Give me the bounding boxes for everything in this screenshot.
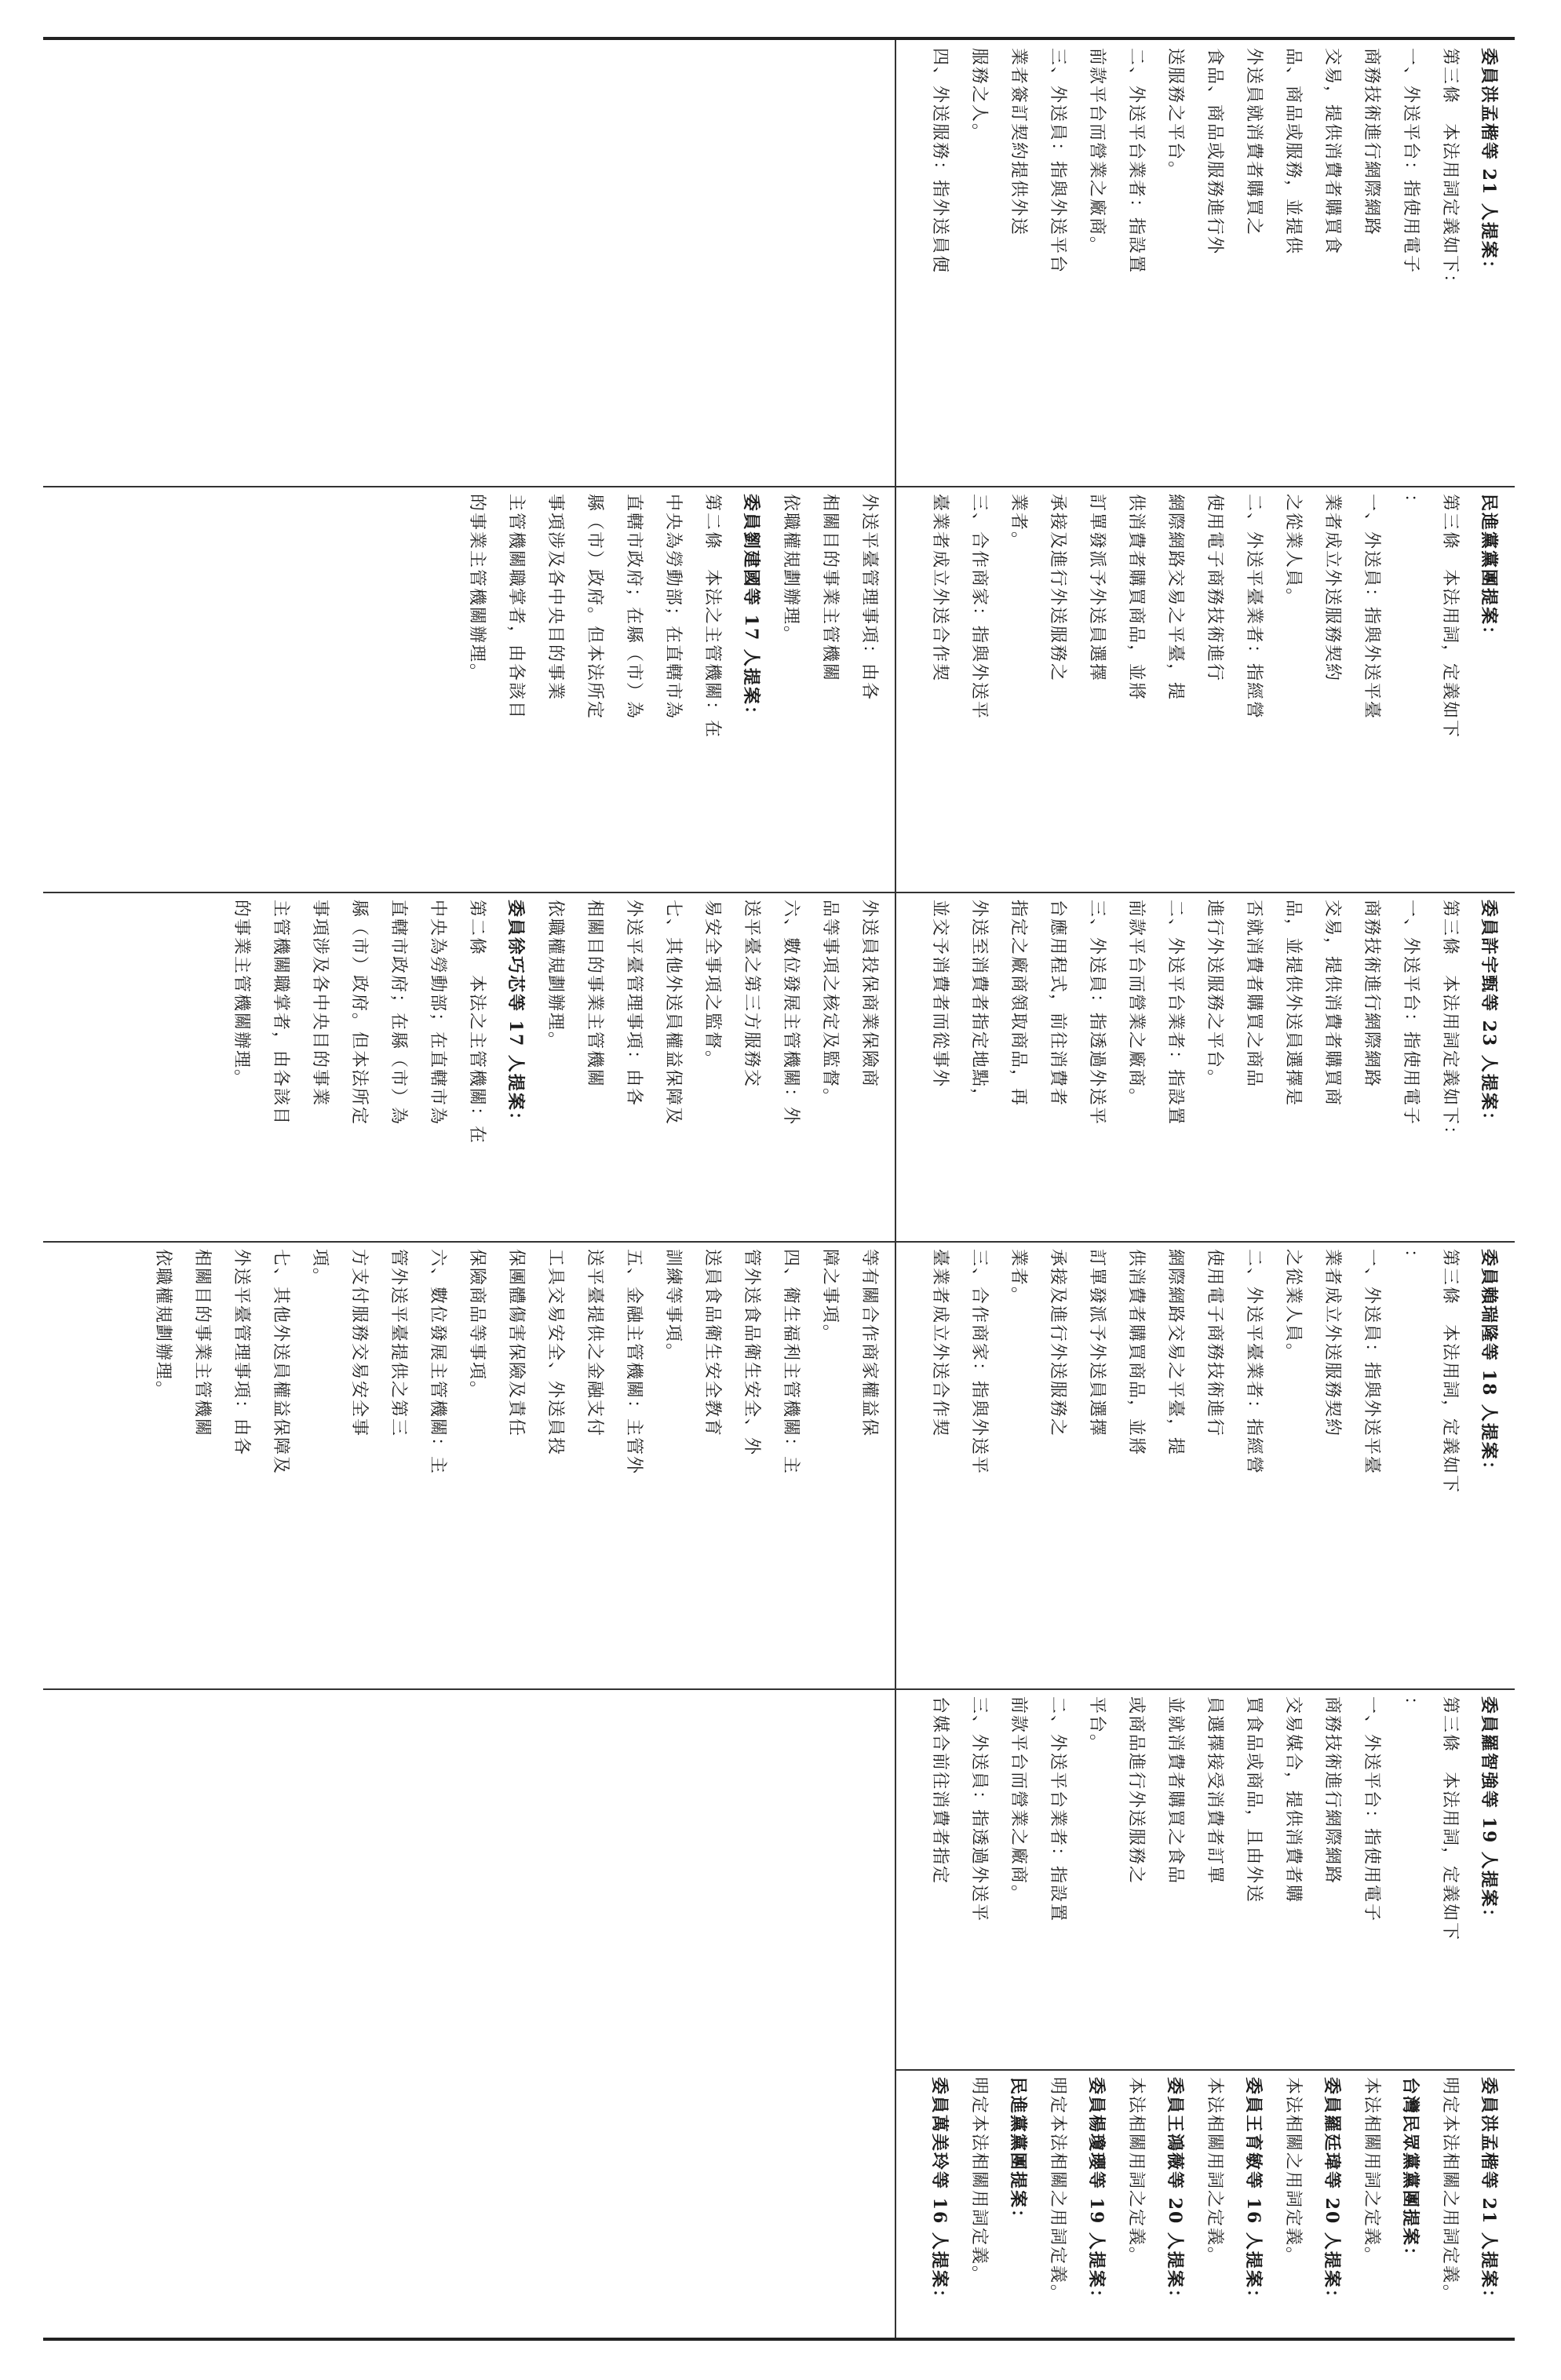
text-line: 三、外送員：指與外送平台 xyxy=(1048,48,1067,275)
text-line: 的事業主管機關辦理。 xyxy=(467,494,487,683)
text-line: 三、外送員：指透過外送平 xyxy=(969,1696,989,1923)
text-line: 主管機關職掌者，由各該目 xyxy=(506,494,526,721)
proposal-heading: 台灣民眾黨黨團提案： xyxy=(1400,2077,1421,2266)
text-line: 縣（市）政府。但本法所定 xyxy=(349,900,369,1126)
proposal-heading: 委員王鴻薇等 20 人提案： xyxy=(1165,2077,1185,2308)
text-line: 台應用程式，前往消費者 xyxy=(1048,900,1067,1108)
text-line: 中央為勞動部；在直轄市為 xyxy=(663,494,683,721)
text-line: 食品、商品或服務進行外 xyxy=(1205,48,1224,256)
text-line: 管外送平臺提供之第三 xyxy=(388,1249,408,1438)
text-line: 依職權規劃辦理。 xyxy=(781,494,801,645)
proposal-heading: 委員羅廷瑋等 20 人提案： xyxy=(1322,2077,1342,2308)
text-line: ： xyxy=(1401,494,1421,513)
text-line: 業者。 xyxy=(1008,1249,1028,1306)
text-line: 交易，提供消費者購買商 xyxy=(1322,900,1342,1108)
text-line: 一、外送員：指與外送平臺 xyxy=(1362,494,1381,721)
text-line: 指定之廠商領取商品，再 xyxy=(1008,900,1028,1108)
text-line: 第三條 本法用詞，定義如下 xyxy=(1440,1249,1460,1495)
text-line: 明定本法相關用詞定義。 xyxy=(969,2077,989,2285)
text-line: 送平臺之第三方服務交 xyxy=(742,900,761,1089)
text-line: 承接及進行外送服務之 xyxy=(1048,494,1067,683)
text-line: 員選擇接受消費者訂單 xyxy=(1205,1696,1224,1885)
right-cell-3 xyxy=(895,1238,1515,1685)
text-line: 第二條 本法之主管機關：在 xyxy=(702,494,722,739)
text-line: 外送平臺管理事項：由各 xyxy=(859,494,879,702)
proposal-heading: 委員賴瑞隆等 18 人提案： xyxy=(1479,1249,1499,1480)
text-line: 方支付服務交易安全事 xyxy=(349,1249,369,1438)
right-cell-1 xyxy=(895,483,1515,889)
text-line: 業者。 xyxy=(1008,494,1028,551)
text-line: 項。 xyxy=(310,1249,330,1287)
proposal-heading: 民進黨黨團提案： xyxy=(1008,2077,1028,2229)
text-line: 本法相關之用詞定義。 xyxy=(1283,2077,1303,2266)
text-line: 台媒合前往消費者指定 xyxy=(930,1696,950,1885)
text-line: 業者簽訂契約提供外送 xyxy=(1008,48,1028,237)
text-line: 訓練等事項。 xyxy=(663,1249,683,1363)
text-line: 工具交易安全、外送員投 xyxy=(545,1249,565,1457)
text-line: 二、外送平台業者：指設置 xyxy=(1165,900,1185,1126)
text-line: 一、外送平台：指使用電子 xyxy=(1401,900,1421,1126)
proposal-heading: 委員王育敏等 16 人提案： xyxy=(1243,2077,1264,2308)
text-line: 使用電子商務技術進行 xyxy=(1205,494,1224,683)
proposal-heading: 委員羅智強等 19 人提案： xyxy=(1479,1696,1499,1927)
text-line: 的事業主管機關辦理。 xyxy=(232,900,251,1089)
text-line: 交易，提供消費者購買食 xyxy=(1322,48,1342,256)
text-line: 臺業者成立外送合作契 xyxy=(930,494,950,683)
text-line: 訂單發派予外送員選擇 xyxy=(1087,494,1107,683)
text-line: 七、其他外送員權益保障及 xyxy=(663,900,683,1126)
text-line: 使用電子商務技術進行 xyxy=(1205,1249,1224,1438)
text-line: 第三條 本法用詞定義如下： xyxy=(1440,900,1460,1145)
text-line: 三、外送員：指透過外送平 xyxy=(1087,900,1107,1126)
text-line: 供消費者購買商品，並將 xyxy=(1126,1249,1146,1457)
text-line: 第三條 本法用詞，定義如下 xyxy=(1440,1696,1460,1942)
text-line: 或商品進行外送服務之 xyxy=(1126,1696,1146,1885)
text-line: 一、外送員：指與外送平臺 xyxy=(1362,1249,1381,1476)
text-line: 本法相關用詞之定義。 xyxy=(1205,2077,1224,2266)
text-line: 送平臺提供之金融支付 xyxy=(585,1249,604,1438)
text-line: 第三條 本法用詞，定義如下 xyxy=(1440,494,1460,739)
text-line: 供消費者購買商品，並將 xyxy=(1126,494,1146,702)
text-line: 第二條 本法之主管機關：在 xyxy=(467,900,487,1145)
text-line: 進行外送服務之平台。 xyxy=(1205,900,1224,1089)
text-line: ： xyxy=(1401,1696,1421,1716)
left-cell-0 xyxy=(43,37,895,483)
text-line: 網際網路交易之平臺，提 xyxy=(1165,494,1185,702)
text-line: 商務技術進行網際網路 xyxy=(1362,48,1381,237)
text-line: 等有關合作商家權益保 xyxy=(859,1249,879,1438)
text-line: 商務技術進行網際網路 xyxy=(1322,1696,1342,1885)
text-line: 六、數位發展主管機關：主 xyxy=(428,1249,447,1476)
text-line: 之從業人員。 xyxy=(1283,1249,1303,1363)
text-line: 明定本法相關之用詞定義。 xyxy=(1048,2077,1067,2304)
text-line: 前款平台而營業之廠商。 xyxy=(1126,900,1146,1108)
left-cell-2 xyxy=(43,889,895,1238)
text-line: 六、數位發展主管機關：外 xyxy=(781,900,801,1126)
text-line: 平台。 xyxy=(1087,1696,1107,1754)
text-line: 之從業人員。 xyxy=(1283,494,1303,608)
text-line: 否就消費者購買之商品 xyxy=(1244,900,1264,1089)
text-line: 二、外送平臺業者：指經營 xyxy=(1244,1249,1264,1476)
right-cell-5 xyxy=(895,2066,1515,2341)
text-line: 第三條 本法用詞定義如下： xyxy=(1440,48,1460,294)
proposal-heading: 委員楊瓊瓔等 19 人提案： xyxy=(1086,2077,1107,2308)
text-line: 七、其他外送員權益保障及 xyxy=(271,1249,290,1476)
text-line: 相關目的事業主管機關 xyxy=(585,900,604,1089)
right-cell-4 xyxy=(895,1685,1515,2066)
text-line: 外送平臺管理事項：由各 xyxy=(624,900,644,1108)
text-line: 外送平臺管理事項：由各 xyxy=(232,1249,251,1457)
text-line: 保險商品等事項。 xyxy=(467,1249,487,1400)
proposal-heading: 委員許宇甄等 23 人提案： xyxy=(1479,900,1499,1130)
text-line: 臺業者成立外送合作契 xyxy=(930,1249,950,1438)
text-line: 外送員就消費者購買之 xyxy=(1244,48,1264,237)
text-line: 品等事項之核定及監督。 xyxy=(820,900,840,1108)
text-line: 服務之人。 xyxy=(969,48,989,143)
text-line: 送服務之平台。 xyxy=(1165,48,1185,181)
text-line: 品、商品或服務，並提供 xyxy=(1283,48,1303,256)
text-line: 易安全事項之監督。 xyxy=(702,900,722,1070)
text-line: 二、外送平台業者：指設置 xyxy=(1048,1696,1067,1923)
text-line: 障之事項。 xyxy=(820,1249,840,1344)
text-line: 主管機關職掌者，由各該目 xyxy=(271,900,290,1126)
text-line: ： xyxy=(1401,1249,1421,1268)
proposal-heading: 委員劉建國等 17 人提案： xyxy=(741,494,761,725)
proposal-heading: 委員洪孟楷等 21 人提案： xyxy=(1479,2077,1499,2308)
text-line: 二、外送平台業者：指設置 xyxy=(1126,48,1146,275)
text-line: 三、合作商家：指與外送平 xyxy=(969,1249,989,1476)
text-line: 並就消費者購買之食品 xyxy=(1165,1696,1185,1885)
text-line: 前款平台而營業之廠商。 xyxy=(1008,1696,1028,1904)
text-line: 相關目的事業主管機關 xyxy=(192,1249,212,1438)
text-line: 依職權規劃辦理。 xyxy=(545,900,565,1051)
text-line: 四、衛生福利主管機關：主 xyxy=(781,1249,801,1476)
text-line: 保團體傷害保險及責任 xyxy=(506,1249,526,1438)
left-cell-3 xyxy=(43,1238,895,1685)
text-line: 相關目的事業主管機關 xyxy=(820,494,840,683)
text-line: 依職權規劃辦理。 xyxy=(153,1249,173,1400)
text-line: 業者成立外送服務契約 xyxy=(1322,1249,1342,1438)
text-line: 並交予消費者而從事外 xyxy=(930,900,950,1089)
text-line: 事項涉及各中央目的事業 xyxy=(310,900,330,1108)
text-line: 前款平台而營業之廠商。 xyxy=(1087,48,1107,256)
text-line: 明定本法相關之用詞定義。 xyxy=(1440,2077,1460,2304)
text-line: 買食品或商品，且由外送 xyxy=(1244,1696,1264,1904)
text-line: 送員食品衛生安全教育 xyxy=(702,1249,722,1438)
text-line: 訂單發派予外送員選擇 xyxy=(1087,1249,1107,1438)
left-cell-1 xyxy=(43,483,895,889)
proposal-heading: 委員徐巧芯等 17 人提案： xyxy=(505,900,526,1130)
text-line: 五、金融主管機關：主管外 xyxy=(624,1249,644,1476)
text-line: 交易媒合，提供消費者購 xyxy=(1283,1696,1303,1904)
text-line: 三、合作商家：指與外送平 xyxy=(969,494,989,721)
text-line: 業者成立外送服務契約 xyxy=(1322,494,1342,683)
right-cell-2 xyxy=(895,889,1515,1238)
right-cell-0 xyxy=(895,37,1515,483)
text-line: 外送至消費者指定地點， xyxy=(969,900,989,1108)
text-line: 直轄市政府；在縣（市）為 xyxy=(624,494,644,721)
text-line: 商務技術進行網際網路 xyxy=(1362,900,1381,1089)
text-line: 四、外送服務：指外送員便 xyxy=(930,48,950,275)
text-line: 外送員投保商業保險商 xyxy=(859,900,879,1089)
text-line: 一、外送平台：指使用電子 xyxy=(1362,1696,1381,1923)
text-line: 本法相關用詞之定義。 xyxy=(1362,2077,1381,2266)
text-line: 管外送食品衛生安全、外 xyxy=(742,1249,761,1457)
left-cell-4 xyxy=(43,1685,895,2341)
text-line: 縣（市）政府。但本法所定 xyxy=(585,494,604,721)
text-line: 事項涉及各中央目的事業 xyxy=(545,494,565,702)
text-line: 承接及進行外送服務之 xyxy=(1048,1249,1067,1438)
proposal-heading: 委員洪孟楷等 21 人提案： xyxy=(1479,48,1499,279)
text-line: 中央為勞動部；在直轄市為 xyxy=(428,900,447,1126)
text-line: 二、外送平臺業者：指經營 xyxy=(1244,494,1264,721)
proposal-heading: 委員萬美玲等 16 人提案： xyxy=(929,2077,950,2308)
text-line: 網際網路交易之平臺，提 xyxy=(1165,1249,1185,1457)
text-line: 本法相關用詞之定義。 xyxy=(1126,2077,1146,2266)
text-line: 直轄市政府；在縣（市）為 xyxy=(388,900,408,1126)
text-line: 一、外送平台：指使用電子 xyxy=(1401,48,1421,275)
proposal-heading: 民進黨黨團提案： xyxy=(1479,494,1499,645)
text-line: 品，並提供外送員選擇是 xyxy=(1283,900,1303,1108)
